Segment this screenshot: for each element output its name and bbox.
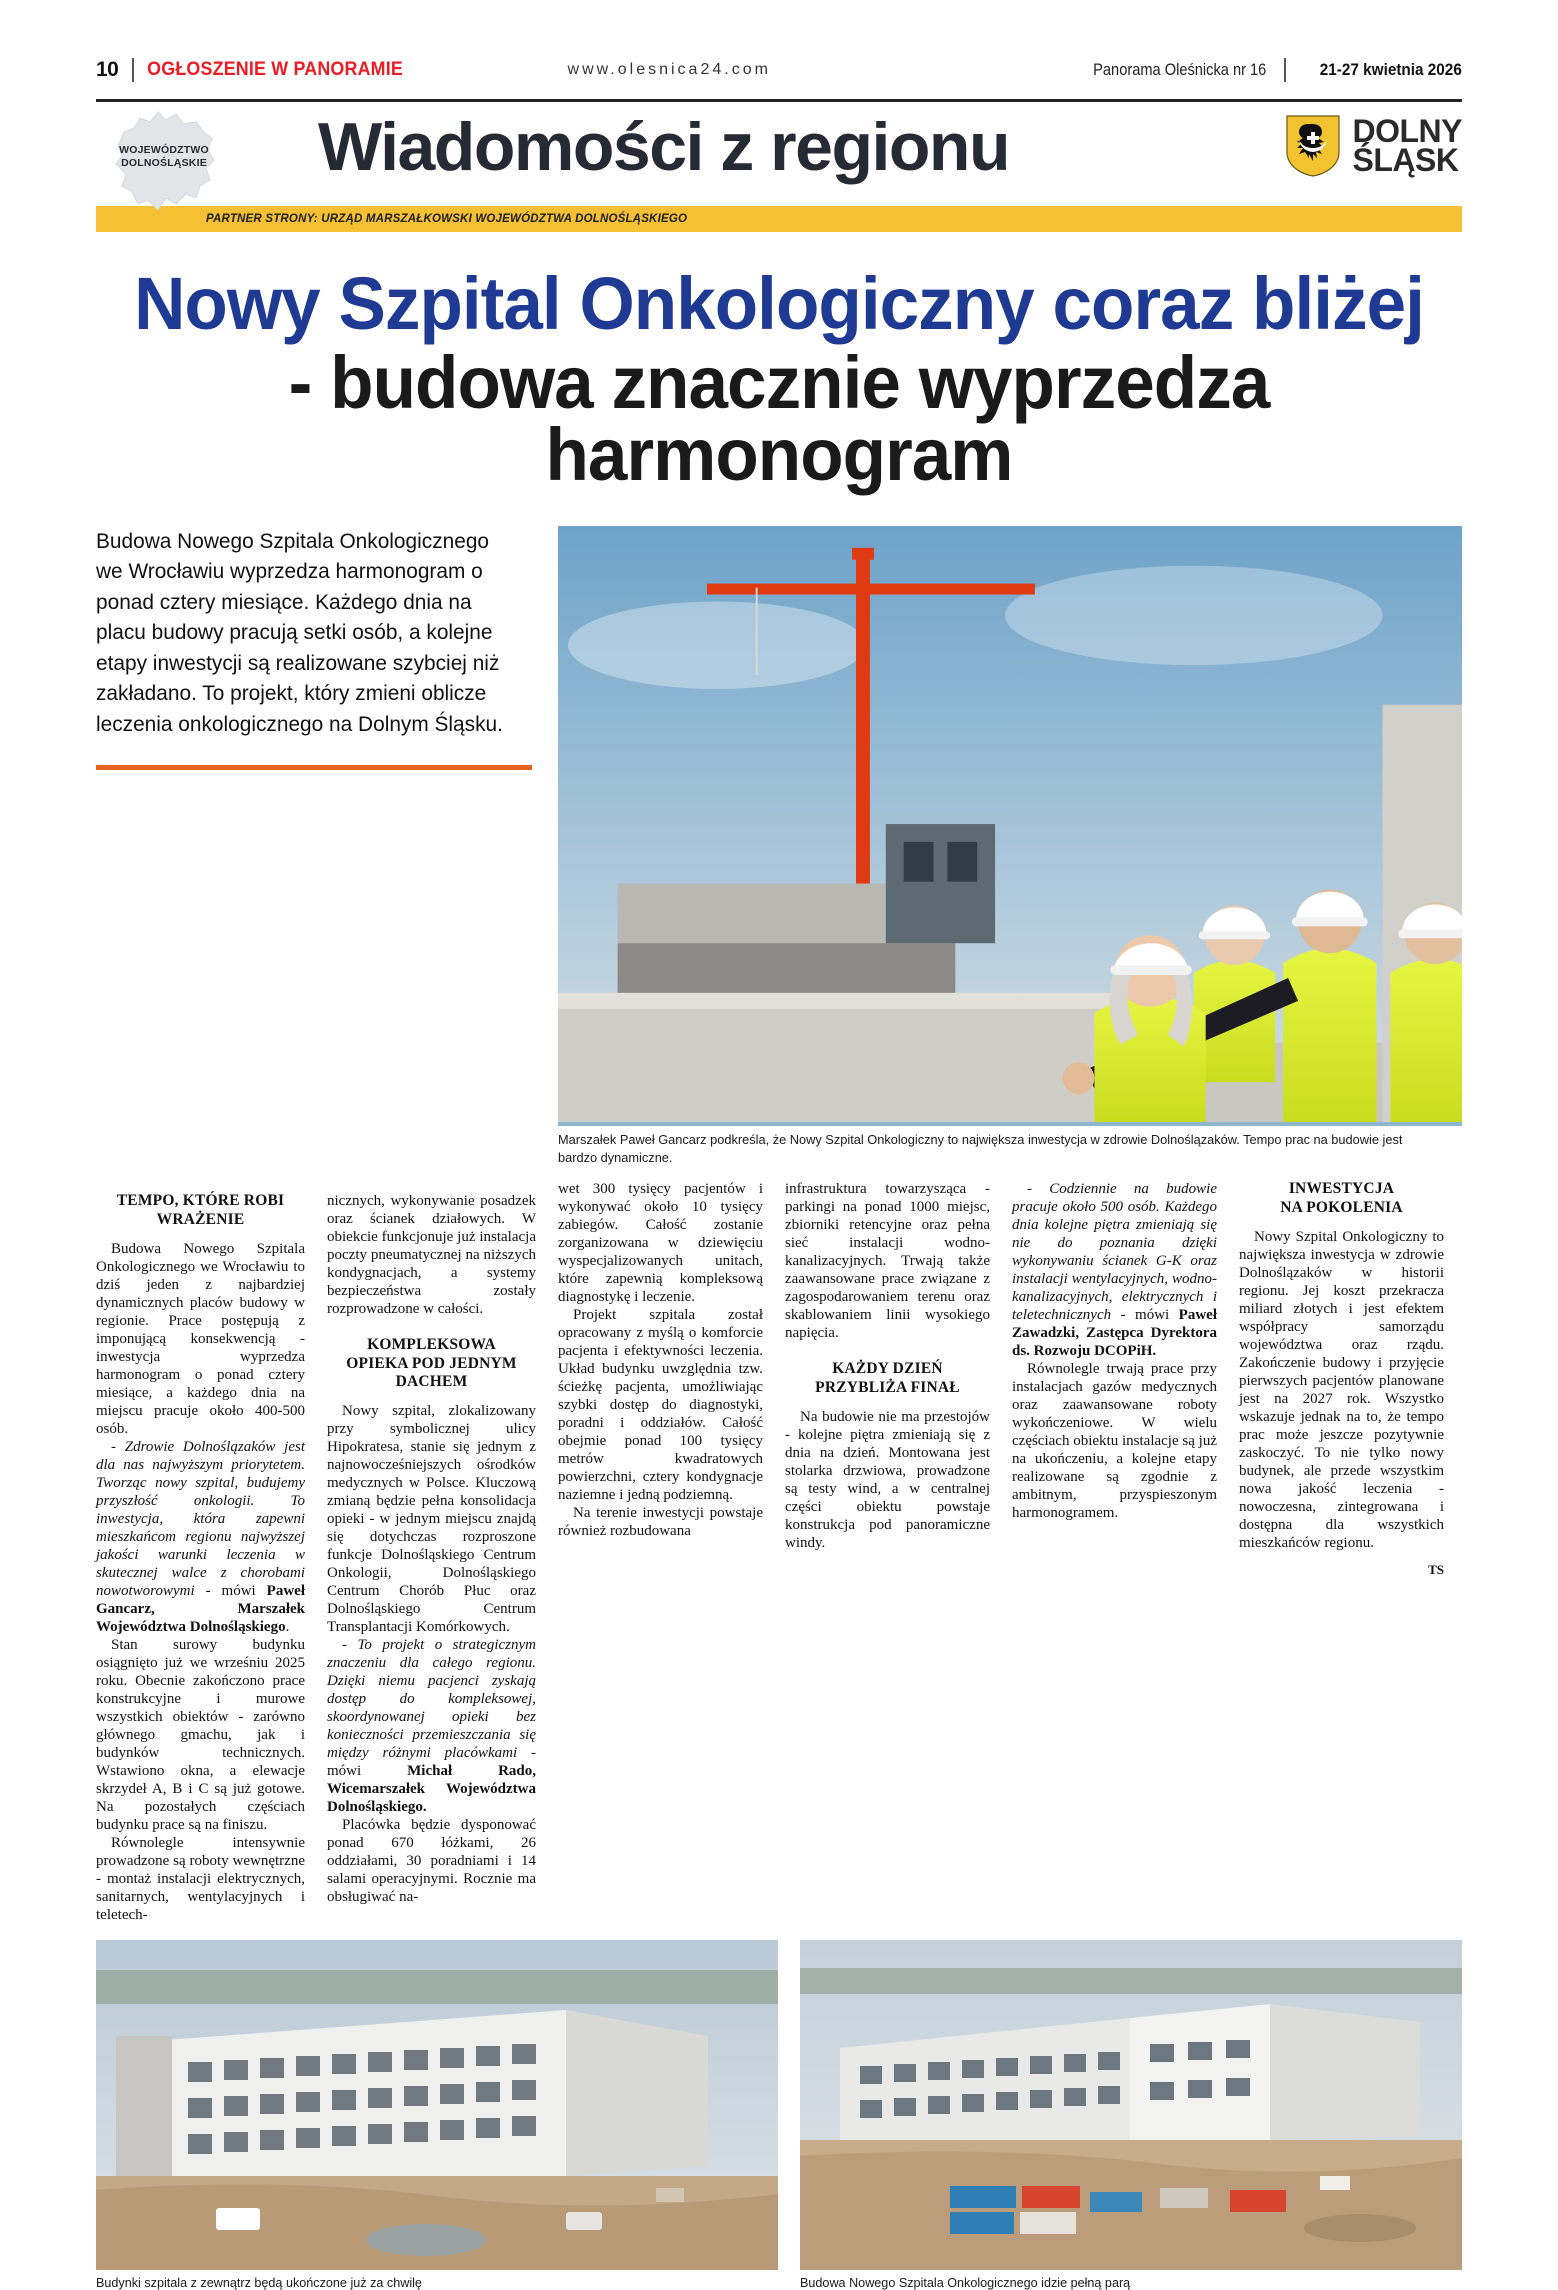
paragraph-c3-p1: wet 300 tysięcy pacjentów i wykonywać około 10 tysięcy zabiegów. Całość zostanie zorganizowana w dziewięciu wyspecjalizowanych unitach, które zapewnią kompleksową diagnostykę i leczenie. xyxy=(558,1181,763,1306)
brand-title: Wiadomości z regionu xyxy=(318,109,1010,185)
attrib-gancarz: Paweł Gancarz, Marszałek Województwa Dolnośląskiego xyxy=(96,1583,305,1636)
section-heading-kazdy-dzien xyxy=(785,1360,990,1397)
bottom-photo-2-caption: Budowa Nowego Szpitala Onkologicznego idzie pełną parą xyxy=(800,2275,1131,2290)
body-column-6 xyxy=(1239,1180,1444,1578)
paragraph-c5-p1 xyxy=(1012,1180,1217,1360)
map-label-line1: WOJEWÓDZTWO xyxy=(119,144,209,156)
paragraph-c1-p3: Stan surowy budynku osiągnięto już we wrześniu 2025 roku. Obecnie zakończono prace konstrukcyjne i murowe wszystkich obiektów - zarówno głównego gmachu, jak i budynków technicznych. Wstawiono okna, a elewacje skrzydeł A, B i C są już gotowe. Na pozostałych częściach budynku prace są na finiszu. xyxy=(96,1637,305,1834)
section4-head-line2: NA POKOLENIA xyxy=(1280,1198,1403,1216)
body-column-1 xyxy=(96,1192,327,1924)
body-column-2 xyxy=(327,1192,558,1924)
bottom-photo-1-caption: Budynki szpitala z zewnątrz będą ukończone już za chwilę xyxy=(96,2275,422,2290)
section2-head-line3: DACHEM xyxy=(395,1373,468,1391)
article-headline xyxy=(96,262,1462,497)
section-heading-tempo xyxy=(96,1192,305,1229)
masthead-date: 21-27 kwietnia 2026 xyxy=(1319,60,1462,79)
logo-line-1: DOLNY xyxy=(1352,112,1462,149)
paragraph-c1-p4: Równolegle intensywnie prowadzone są roboty wewnętrzne - montaż instalacji elektrycznych, sanitarnych, wentylacyjnych i teletech- xyxy=(96,1835,305,1924)
paragraph-c1-p1: Budowa Nowego Szpitala Onkologicznego we Wrocławiu to dziś jeden z najbardziej dynamicznych placów budowy w regionie. Prace postępują z imponującą konsekwencją - inwestycja wyprzedza harmonogram o ponad cztery miesiące, a każdego dnia na miejscu pracuje około 400-500 osób. xyxy=(96,1241,305,1438)
partner-text: PARTNER STRONY: URZĄD MARSZAŁKOWSKI WOJEWÓDZTWA DOLNOŚLĄSKIEGO xyxy=(206,213,688,225)
quote-rado-tail: - mówi xyxy=(327,1745,536,1780)
lead-paragraph: Budowa Nowego Szpitala Onkologicznego we Wrocławiu wyprzedza harmonogram o ponad cztery miesiące. Każdego dnia na placu budowy pracują setki osób, a kolejne etapy inwestycji są realizowane szybciej niż zakładano. To projekt, który zmieni oblicze leczenia onkologicznego na Dolnym Śląsku. xyxy=(96,528,503,736)
quote-gancarz: - Zdrowie Dolnoślązaków jest dla nas najwyższym priorytetem. Tworząc nowy szpital, budujemy przyszłość onkologii. To inwestycja, która zapewni mieszkańcom regionu najwyższej jakości warunki leczenia w skutecznej walce z chorobami nowotworowymi xyxy=(96,1439,305,1600)
masthead-right-group xyxy=(1065,58,1462,82)
main-photo-caption: Marszałek Paweł Gancarz podkreśla, że Nowy Szpital Onkologiczny to największa inwestycja w zdrowie Dolnoślązaków. Tempo prac na budowie jest bardzo dynamiczne. xyxy=(558,1131,1403,1165)
section-heading-kompleksowa xyxy=(327,1336,536,1391)
masthead-paper-issue: Panorama Oleśnicka nr 16 xyxy=(1093,60,1267,79)
main-photo xyxy=(558,526,1462,1126)
section1-head-line2: WRAŻENIE xyxy=(156,1210,245,1228)
headline-line-1: Nowy Szpital Onkologiczny coraz bliżej xyxy=(134,262,1424,345)
body-column-5 xyxy=(1012,1180,1239,1578)
quote-zawadzki-tail: - mówi xyxy=(1111,1307,1179,1324)
author-signature: TS xyxy=(1428,1562,1444,1578)
lead-accent-rule xyxy=(96,765,532,770)
masthead-divider-2 xyxy=(1284,58,1286,82)
attrib-zawadzki: Paweł Zawadzki, Zastępca Dyrektora ds. Rozwoju DCOPiH. xyxy=(1012,1307,1217,1360)
masthead-section-label: OGŁOSZENIE W PANORAMIE xyxy=(147,59,404,80)
attrib-gancarz-end: . xyxy=(285,1619,290,1636)
bottom-photo-1 xyxy=(96,1940,778,2270)
coat-of-arms-icon xyxy=(1285,114,1341,178)
bottom-photo-2 xyxy=(800,1940,1462,2270)
section2-head-line1: KOMPLEKSOWA xyxy=(367,1336,496,1354)
paragraph-c2-p1: nicznych, wykonywanie posadzek oraz ścianek działowych. W obiekcie funkcjonuje już instalacja poczty pneumatycznej na niższych kondygnacjach, a systemy bezpieczeństwa zostały rozprowadzone w całości. xyxy=(327,1193,536,1318)
paragraph-c3-p2: Projekt szpitala został opracowany z myślą o komforcie pacjenta i efektywności leczenia. Układ budynku uwzględnia tzw. ścieżkę pacjenta, umożliwiając szybki dostęp do diagnostyki, poradni i oddziałów. Całość obejmie ponad 100 tysięcy metrów kwadratowych powierzchni, cztery kondygnacje naziemne i jedną podziemną. xyxy=(558,1307,763,1504)
paragraph-c3-p3: Na terenie inwestycji powstaje również rozbudowana xyxy=(558,1505,763,1540)
bottom-photo-row xyxy=(96,1940,1462,2290)
quote-gancarz-tail: - mówi xyxy=(194,1583,267,1600)
right-column-stack xyxy=(558,1166,1462,1924)
brand-band xyxy=(96,106,1462,204)
section-heading-inwestycja xyxy=(1239,1180,1444,1217)
paragraph-c4-p2: Na budowie nie ma przestojów - kolejne piętra zmieniają się z dnia na dzień. Montowana jest stolarka drzwiowa, prowadzone są testy wind, a w centralnej części obiektu powstaje konstrukcja pod panoramiczne windy. xyxy=(785,1409,990,1552)
quote-rado: - To projekt o strategicznym znaczeniu dla całego regionu. Dzięki niemu pacjenci zyskają dostęp do kompleksowej, skoordynowanej opieki bez konieczności przemieszczania się między różnymi placówkami xyxy=(327,1637,536,1762)
section2-head-line2: OPIEKA POD JEDNYM xyxy=(346,1354,517,1372)
map-label xyxy=(110,144,218,171)
paragraph-c4-p1: infrastruktura towarzysząca - parkingi na ponad 1000 miejsc, zbiorniki retencyjne oraz pełna sieć instalacji wodno-kanalizacyjnych. Trwają także zaawansowane prace związane z zagospodarowaniem terenu oraz skablowaniem linii wysokiego napięcia. xyxy=(785,1181,990,1342)
paragraph-c2-p3 xyxy=(327,1636,536,1816)
left-column-stack xyxy=(96,1166,558,1924)
section3-head-line2: PRZYBLIŻA FINAŁ xyxy=(815,1378,960,1396)
paragraph-c2-p4: Placówka będzie dysponować ponad 670 łóżkami, 26 oddziałami, 30 poradniami i 14 salami operacyjnymi. Rocznie ma obsługiwać na- xyxy=(327,1817,536,1906)
section1-head-line1: TEMPO, KTÓRE ROBI xyxy=(116,1192,285,1210)
partner-bar xyxy=(96,206,1462,232)
headline-line-2: - budowa znacznie wyprzedza harmonogram xyxy=(288,340,1270,497)
logo-line-2: ŚLĄSK xyxy=(1352,142,1459,178)
paragraph-c6-p1: Nowy Szpital Onkologiczny to największa inwestycja w zdrowie Dolnoślązaków w historii regionu. Jej koszt przekracza miliard złotych i jest efektem współpracy samorządu województwa oraz rządu. Zakończenie budowy i przyjęcie pierwszych pacjentów planowane jest na 2027 rok. Wszystko wskazuje jednak na to, że tempo prac może jeszcze pozytywnie zaskoczyć. To nie tylko nowy budynek, ale przede wszystkim nowa jakość leczenia - nowoczesna, zintegrowana i dostępna dla wszystkich mieszkańców regionu. xyxy=(1239,1229,1444,1552)
map-label-line2: DOLNOŚLĄSKIE xyxy=(121,157,207,170)
lead-and-photo-row xyxy=(96,526,1462,1167)
attrib-rado: Michał Rado, Wicemarszałek Województwa Dolnośląskiego. xyxy=(327,1763,536,1816)
body-column-4 xyxy=(785,1180,1012,1578)
paragraph-c5-p2: Równolegle trwają prace przy instalacjach gazów medycznych oraz zaawansowane roboty wykończeniowe. W wielu częściach obiektu instalacje są już na ukończeniu, a kolejne etapy realizowane są zgodnie z ambitnym, przyspieszonym harmonogramem. xyxy=(1012,1361,1217,1522)
dolny-slask-wordmark xyxy=(1352,112,1463,178)
quote-zawadzki: - Codziennie na budowie pracuje około 500 osób. Każdego dnia kolejne piętra zmieniają się nie do poznania dzięki wykonywaniu ścianek G-K oraz instalacji wentylacyjnych, wodno-kanalizacyjnych, elektrycznych i teletechnicznych xyxy=(1012,1181,1217,1324)
article-body xyxy=(96,1166,1462,1924)
paragraph-c2-p2: Nowy szpital, zlokalizowany przy symbolicznej ulicy Hipokratesa, stanie się jednym z najnowocześniejszych ośrodków medycznych w Polsce. Kluczową zmianą będzie pełna konsolidacja opieki - w jednym miejscu znajdą się dotychczas rozproszone funkcje Dolnośląskiego Centrum Onkologii, Dolnośląskiego Centrum Chorób Płuc oraz Dolnośląskiego Centrum Transplantacji Komórkowych. xyxy=(327,1403,536,1636)
section3-head-line1: KAŻDY DZIEŃ xyxy=(832,1360,943,1378)
masthead-website-url[interactable]: www.olesnica24.com xyxy=(567,61,771,78)
paragraph-c1-p2 xyxy=(96,1438,305,1636)
masthead-rule xyxy=(96,99,1462,102)
lead-column xyxy=(96,526,558,1167)
body-column-3 xyxy=(558,1180,785,1578)
page-number: 10 xyxy=(96,58,119,81)
section4-head-line1: INWESTYCJA xyxy=(1288,1180,1395,1198)
masthead xyxy=(96,0,1462,90)
dolny-slask-logo xyxy=(1285,114,1463,178)
